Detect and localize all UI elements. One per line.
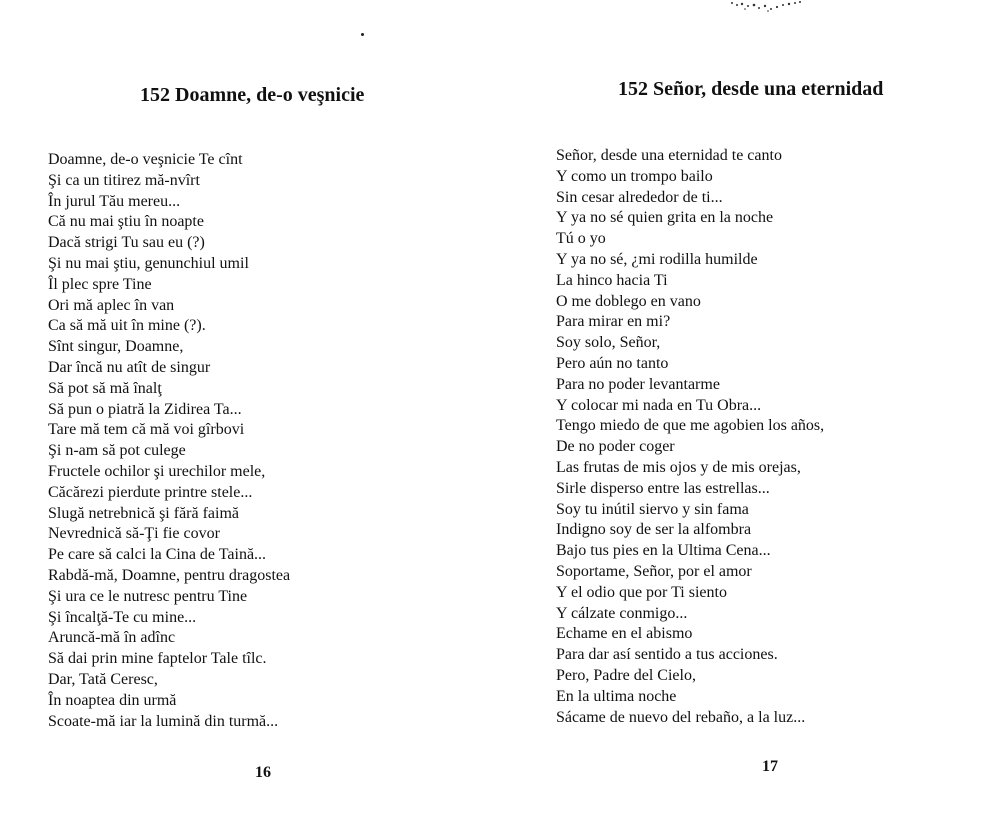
poem-line: Tare mă tem că mă voi gîrbovi [48,421,245,439]
poem-line: Şi nu mai ştiu, genunchiul umil [48,254,249,272]
poem-line: La hinco hacia Ti [556,271,668,289]
poem-line: Y ya no sé, ¿mi rodilla humilde [556,250,758,268]
poem-line: Căcărezi pierdute printre stele... [48,483,253,501]
poem-line: Pe care să calci la Cina de Taină... [48,546,267,564]
poem-line: Las frutas de mis ojos y de mis orejas, [556,458,801,476]
poem-line: Para dar así sentido a tus acciones. [556,646,778,664]
poem-line: În jurul Tău mereu... [48,192,181,210]
left-poem [48,150,290,732]
poem-line: Să pot să mă înalţ [48,379,162,397]
poem-line: Doamne, de-o veşnicie Te cînt [48,151,243,168]
poem-line: En la ultima noche [556,687,677,705]
poem-line: Bajo tus pies en la Ultima Cena... [556,542,771,560]
poem-line: Echame en el abismo [556,625,693,643]
poem-line: Soportame, Señor, por el amor [556,562,752,580]
left-page-title: 152 Doamne, de-o veşnicie [140,84,365,106]
poem-line: Sînt singur, Doamne, [48,338,184,356]
poem-line: Indigno soy de ser la alfombra [556,521,752,539]
poem-line: De no poder coger [556,438,675,456]
right-page-title: 152 Señor, desde una eternidad [618,78,884,100]
poem-line: Soy tu inútil siervo y sin fama [556,500,749,518]
poem-line: Para mirar en mi? [556,313,671,331]
right-poem [556,146,824,728]
poem-line: Sácame de nuevo del rebaño, a la luz... [556,708,806,726]
poem-line: Şi încalţă-Te cu mine... [48,608,197,626]
poem-line: Să dai prin mine faptelor Tale tîlc. [48,650,267,668]
right-page-number: 17 [762,758,778,775]
right-page [500,0,1000,828]
poem-line: Că nu mai ştiu în noapte [48,213,204,231]
poem-line: Şi ca un titirez mă-nvîrt [48,171,200,189]
left-page-number: 16 [255,764,271,781]
poem-line: Şi n-am să pot culege [48,442,186,460]
poem-line: Para no poder levantarme [556,375,720,393]
poem-line: Y como un trompo bailo [556,167,713,185]
poem-line: În noaptea din urmă [48,691,177,709]
poem-line: Y cálzate conmigo... [556,604,688,622]
poem-line: Soy solo, Señor, [556,334,661,352]
poem-line: Tengo miedo de que me agobien los años, [556,417,825,435]
poem-line: Dar încă nu atît de singur [48,358,211,376]
poem-line: Sin cesar alrededor de ti... [556,188,723,206]
poem-line: Ori mă aplec în van [48,296,175,314]
poem-line: Dar, Tată Ceresc, [48,670,158,688]
poem-line: Nevrednică să-Ţi fie covor [48,525,220,543]
poem-line: Slugă netrebnică şi fără faimă [48,504,240,522]
poem-line: Să pun o piatră la Zidirea Ta... [48,400,242,418]
poem-line: Ca să mă uit în mine (?). [48,317,206,335]
poem-line: Îl plec spre Tine [48,275,152,293]
poem-line: Scoate-mă iar la lumină din turmă... [48,712,279,730]
poem-line: Y ya no sé quien grita en la noche [556,209,774,227]
poem-line: O me doblego en vano [556,292,701,310]
poem-line: Şi ura ce le nutresc pentru Tine [48,587,248,605]
poem-line: Y el odio que por Ti siento [556,583,727,601]
left-page [0,0,495,828]
poem-line: Dacă strigi Tu sau eu (?) [48,234,205,252]
poem-line: Pero, Padre del Cielo, [556,666,696,684]
poem-line: Sirle disperso entre las estrellas... [556,479,770,497]
poem-line: Aruncă-mă în adînc [48,629,176,647]
poem-line: Y colocar mi nada en Tu Obra... [556,396,762,414]
poem-line: Rabdă-mă, Doamne, pentru dragostea [48,566,291,584]
poem-line: Señor, desde una eternidad te canto [556,147,782,164]
poem-line: Tú o yo [556,230,606,248]
poem-line: Fructele ochilor şi urechilor mele, [48,462,266,480]
poem-line: Pero aún no tanto [556,354,669,372]
